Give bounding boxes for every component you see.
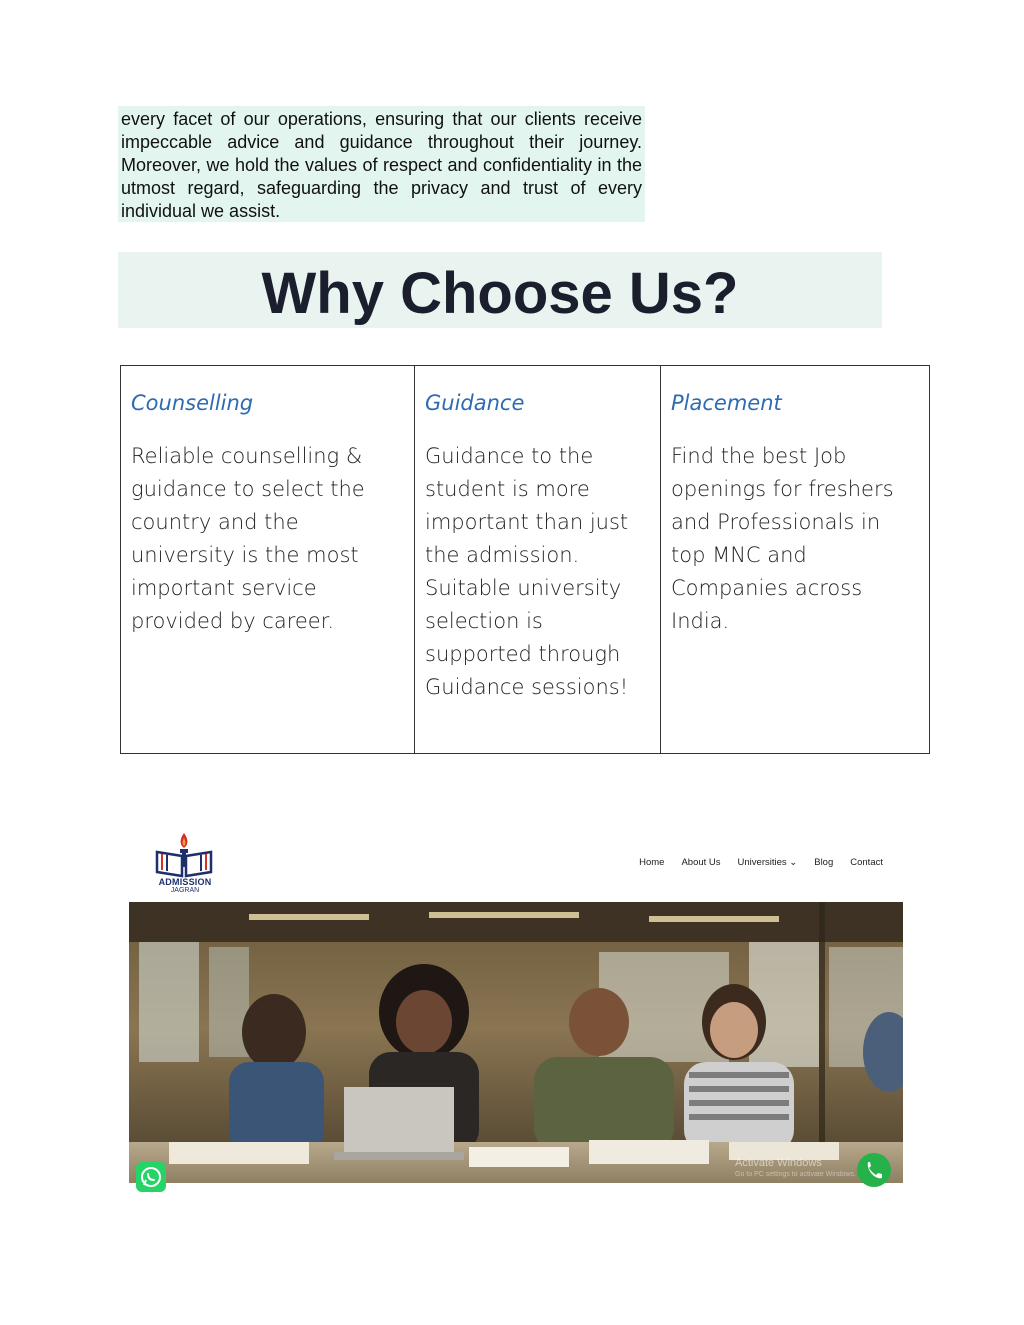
service-heading: Counselling (131, 391, 254, 415)
nav-blog[interactable]: Blog (814, 857, 834, 868)
nav-universities[interactable]: Universities ⌄ (737, 857, 798, 868)
service-description: Guidance to the student is more important than just the admission. Suitable university selection is supported through Guidance sessions! (425, 444, 629, 699)
logo-subwordmark: JAGRAN (170, 887, 200, 894)
service-description: Reliable counselling & guidance to select the country and the university is the most important service provided by career. (131, 444, 365, 633)
logo-wordmark: ADMISSION (158, 877, 212, 887)
windows-watermark-title: Activate Windows (735, 1157, 822, 1169)
intro-paragraph: every facet of our operations, ensuring that our clients receive impeccable advice and guidance throughout their journey. Moreover, we hold the values of respect and confidentiality in the utmost regard, safeguarding the privacy and trust of every individual we assist. (118, 106, 645, 222)
windows-watermark-subtitle: Go to PC settings to activate Windows. (735, 1171, 856, 1178)
services-table (120, 365, 930, 754)
service-cell-placement (661, 366, 930, 754)
whatsapp-icon[interactable] (136, 1162, 166, 1192)
nav-home[interactable]: Home (639, 857, 665, 868)
nav-about-us[interactable]: About Us (681, 857, 721, 868)
site-header (129, 826, 903, 902)
nav-contact[interactable]: Contact (850, 857, 883, 868)
service-heading: Placement (671, 391, 782, 415)
phone-icon[interactable] (857, 1153, 891, 1187)
service-description: Find the best Job openings for freshers and Professionals in top MNC and Companies across India. (671, 444, 894, 633)
site-nav (639, 857, 883, 868)
service-heading: Guidance (425, 391, 525, 415)
hero-image (129, 902, 903, 1183)
website-screenshot (129, 826, 903, 1194)
service-cell-counselling (121, 366, 415, 754)
services-row (121, 366, 930, 754)
section-title: Why Choose Us? (261, 261, 739, 326)
service-cell-guidance (415, 366, 661, 754)
